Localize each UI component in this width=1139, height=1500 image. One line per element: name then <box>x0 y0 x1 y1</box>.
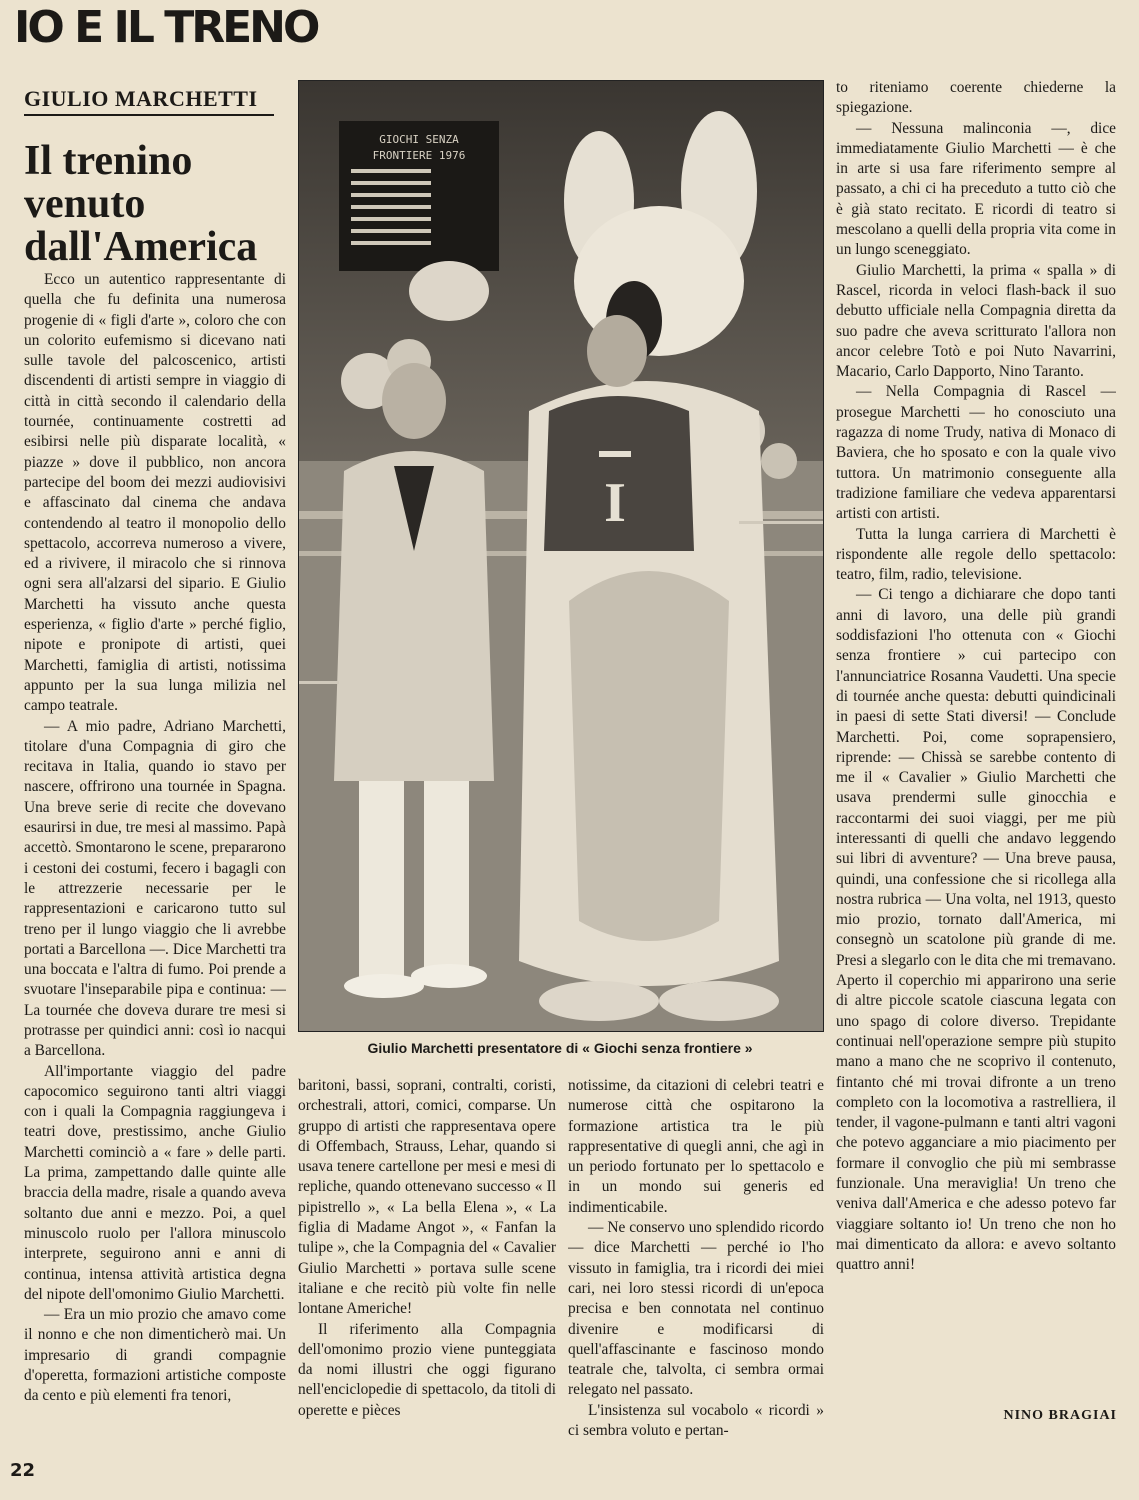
paragraph: — Era un mio prozio che amavo come il nonno e che non dimenticherò mai. Un impresario di grandi compagnie d'operetta, formazioni artistiche composte da cento e più elementi fra tenori, <box>24 1306 286 1405</box>
paragraph: — Ne conservo uno splendido ricordo — dice Marchetti — perché io l'ho vissuto in famiglia, tra i ricordi dei miei cari, nei loro stessi ricordi di un'epoca precisa e ben connotata nel continuo divenire e modificarsi di quell'affascinante e fascinoso mondo teatrale che, talvolta, ci sembra ormai relegato nel passato. <box>568 1219 824 1399</box>
photo-illustration <box>299 81 823 1031</box>
page-number: 22 <box>10 1460 36 1481</box>
paragraph: — A mio padre, Adriano Marchetti, titolare d'una Compagnia di giro che recitava in Italia, quando io stavo per nascere, offrirono una tournée in Spagna. Una breve serie di recite che dovevano esaurirsi in due, tre mesi al massimo. Papà accettò. Smontarono le scene, prepararono i cestoni dei costumi, fecero i bagagli con le attrezzerie necessarie per le rappresentazioni e caricarono tutto sul treno per il lungo viaggio che li avrebbe portati a Barcellona —. Dice Marchetti tra una boccata e l'altra di fumo. Poi prende a svuotare l'inseparabile pipa e continua: — La tournée che doveva durare tre mesi si protrasse per quindici anni: così io nacqui a Barcellona. <box>24 717 286 1060</box>
article-column-3 <box>568 1076 824 1460</box>
photo-caption: Giulio Marchetti presentatore di « Giochi senza frontiere » <box>367 1040 753 1056</box>
paragraph: Il riferimento alla Compagnia dell'omonimo prozio viene punteggiata da nomi illustri che oggi figurano nell'enciclopedie di spettacolo, da titoli di operette e pièces <box>298 1320 556 1419</box>
paragraph: Tutta la lunga carriera di Marchetti è rispondente alle regole dello spettacolo: teatro, film, radio, televisione. <box>836 525 1116 584</box>
byline-rule <box>24 114 274 116</box>
paragraph: All'importante viaggio del padre capocomico seguirono tanti altri viaggi con i quali la Compagnia raggiungeva i teatri dove, prestissimo, anche Giulio Marchetti cominciò a « fare » delle parti. La prima, zampettando dalle quinte alle braccia della madre, risale a quando aveva soltanto due anni e mezzo. Poi, a quel minuscolo ruolo per l'allora minuscolo interprete, seguirono anni e anni di continua, intensa attività artistica degna del nipote dell'omonimo Giulio Marchetti. <box>24 1062 286 1303</box>
article-column-4 <box>836 78 1116 1456</box>
paragraph: Ecco un autentico rappresentante di quella che fu definita una numerosa progenie di « figli d'arte », coloro che con un colorito eufemismo si dicevano nati sulle tavole del palcoscenico, artisti discendenti di artisti sempre in viaggio di città in città secondo il calendario della tournée, continuamente costretti ad esibirsi nelle più disparate località, « piazze » dove il pubblico, non ancora partecipe del boom dei mezzi audiovisivi e affascinato dal cinema che andava contendendo al teatro il monopolio dello spettacolo, accorreva numeroso a vivere, ed a rivivere, il miracolo che si rinnova ogni sera all'alzarsi del sipario. E Giulio Marchetti ha vissuto anche questa esperienza, « figlio d'arte » perché figlio, nipote e pronipote di artisti, quei Marchetti, famiglia di artisti, notissima appunto per la sua lunga milizia nel campo teatrale. <box>24 271 286 715</box>
shirt-letter: I <box>604 472 626 534</box>
paragraph: to riteniamo coerente chiederne la spiegazione. <box>836 79 1116 117</box>
paragraph: baritoni, bassi, soprani, contralti, coristi, orchestrali, attori, comici, comparse. Un gruppo di artisti che rappresentava opere di Offembach, Strauss, Lehar, quando si usava tenere cartellone per mesi e mesi di repliche, quando ottenevano successo « Il pipistrello », « La bella Elena », « La figlia di Madame Angot », « Fanfan la tulipe », che la Compagnia del « Cavalier Giulio Marchetti » portava sulle scene italiane e che recitò più volte fin nelle lontane Americhe! <box>298 1077 556 1318</box>
article-signature: NINO BRAGIAI <box>1003 1408 1117 1423</box>
scoreboard-line2: FRONTIERE 1976 <box>372 149 466 162</box>
paragraph: L'insistenza sul vocabolo « ricordi » ci sembra voluto e pertan- <box>568 1401 824 1440</box>
paragraph: notissime, da citazioni di celebri teatri e numerose città che ospitarono la formazione artistica tra le più rappresentative di quegli anni, che agì in un periodo fortunato per lo spettacolo e in un mondo sui generis ed indimenticabile. <box>568 1077 824 1216</box>
author-byline: GIULIO MARCHETTI <box>24 86 258 111</box>
scoreboard-line1: GIOCHI SENZA <box>379 133 459 146</box>
article-headline: Il trenino venuto dall'America <box>24 138 258 270</box>
section-title: IO E IL TRENO <box>14 2 318 53</box>
article-column-2 <box>298 1076 556 1460</box>
article-column-1 <box>24 270 286 1440</box>
article-photo <box>298 80 824 1032</box>
paragraph: — Nessuna malinconia —, dice immediatamente Giulio Marchetti — è che in arte si usa fare riferimento sempre al passato, a chi ci ha preceduto a tutto ciò che è già stato recitato. E ricordi di teatro si mescolano a quelli della propria vita come in un lungo sceneggiato. <box>836 119 1116 259</box>
scoreboard <box>339 121 499 271</box>
paragraph: Giulio Marchetti, la prima « spalla » di Rascel, ricorda in veloci flash-back il suo debutto ufficiale nella Compagnia diretta da suo padre che aveva scritturato l'allora non ancor celebre Totò e poi Nuto Navarrini, Macario, Carlo Dapporto, Nino Taranto. <box>836 261 1116 381</box>
paragraph: — Ci tengo a dichiarare che dopo tanti anni di lavoro, una delle più grandi soddisfazioni l'ho ottenuta con « Giochi senza frontiere » cui partecipo con l'annunciatrice Rosanna Vaudetti. Una specie di tournée anche questa: debutti quindicinali in paesi di sette Stati diversi! — Conclude Marchetti. Poi, come soprapensiero, riprende: — Chissà se sarebbe contento di me il « Cavalier » Giulio Marchetti che usava prendermi sulle ginocchia e raccontarmi dei suoi viaggi, per me più interessanti di quelli che andavo leggendo sui libri di avventure? — Una breve pausa, quindi, una confessione che si ricollega alla nostra rubrica — Una volta, nel 1913, questo mio prozio, tornato dall'America, mi consegnò un scatolone più grande di me. Presi a slegarlo con le dita che mi tremavano. Aperto il coperchio mi apparirono una serie di altre piccole scatole ciascuna legata con uno spago di colore diverso. Trepidante continuai nell'operazione sempre più stupito mano a mano che ne scoprivo il contenuto, fintanto ché mi trovai difronte a un treno completo con la locomotiva a rastrelliera, il tender, il vagone-pulmann e tanti altri vagoni che potevo agganciare a mio piacimento per formare il convoglio che più mi sembrasse funzionale. Una meraviglia! Un treno che veniva dall'America e che adesso potevo far viaggiare soltanto io! Un treno che non ho mai dimenticato da allora: e avevo soltanto quattro anni! <box>836 586 1116 1274</box>
paragraph: — Nella Compagnia di Rascel — prosegue Marchetti — ho conosciuto una ragazza di nome Trudy, nativa di Monaco di Baviera, che ho sposato e con la quale vivo tuttora. Un matrimonio conseguente alla tradizione familiare che vedeva apparentarsi artisti con artisti. <box>836 383 1116 523</box>
